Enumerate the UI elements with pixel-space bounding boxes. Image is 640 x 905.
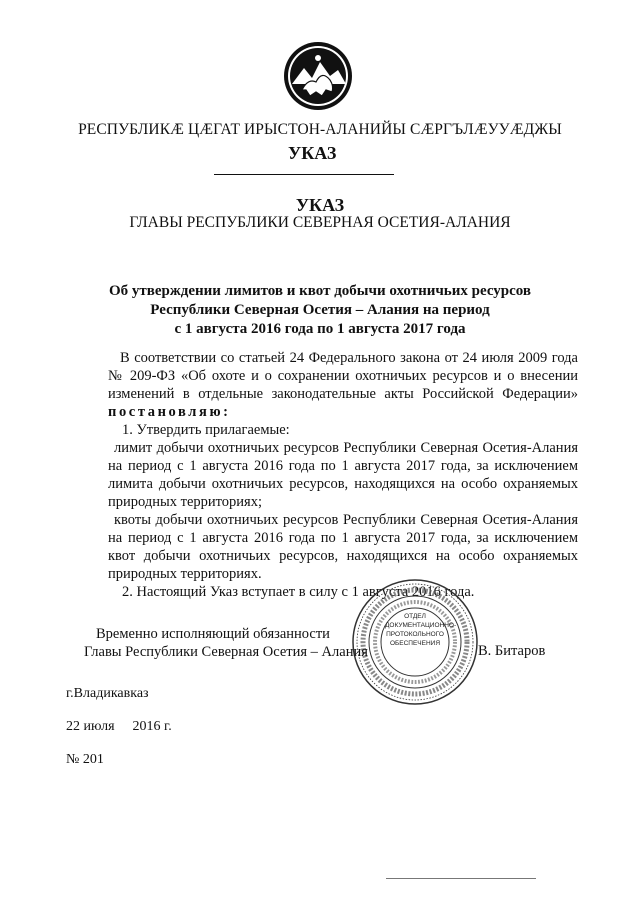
decree-keyword: постановляю: — [108, 404, 231, 420]
stamp-text-line: ОБЕСПЕЧЕНИЯ — [389, 640, 441, 647]
position-line-2: Главы Республики Северная Осетия – Алания — [84, 644, 368, 660]
ukaz-title-russian: УКАЗ — [295, 195, 345, 215]
stamp-text-line: ДОКУМЕНТАЦИОННО- — [385, 622, 457, 629]
decree-body — [108, 349, 578, 601]
paragraph-item-1: 1. Утвердить прилагаемые: — [122, 422, 290, 438]
stamp-text-line: ОТДЕЛ — [404, 613, 426, 620]
city: г.Владикавказ — [66, 686, 149, 701]
header-russian: ГЛАВЫ РЕСПУБЛИКИ СЕВЕРНАЯ ОСЕТИЯ-АЛАНИЯ — [129, 214, 511, 231]
paragraph-quota: квоты добычи охотничьих ресурсов Республики Северная Осетия-Алания на период с 1 августа 2016 года по 1 августа 2017 года, за исключением квот добычи охотничьих ресурсов, находящихся на особо охраняемых природных территориях. — [108, 512, 578, 582]
paragraph-preamble — [108, 349, 578, 421]
paragraph-item-2: 2. Настоящий Указ вступает в силу с 1 августа 2016 года. — [122, 584, 475, 600]
title-line-3: с 1 августа 2016 года по 1 августа 2017 года — [174, 321, 466, 337]
position-line-1: Временно исполняющий обязанности — [96, 626, 330, 642]
paragraph-limit: лимит добычи охотничьих ресурсов Республики Северная Осетия-Алания на период с 1 августа 2016 года по 1 августа 2017 года, за исключением лимита добычи охотничьих ресурсов, находящихся на особо охраняемых природных территориях; — [108, 440, 578, 510]
header-ossetian: РЕСПУБЛИКӔ ЦӔГАТ ИРЫСТОН-АЛАНИЙЫ СӔРГЪЛӔУУӔДЖЫ — [78, 121, 562, 138]
signatory-name: В. Битаров — [478, 643, 546, 659]
title-line-1: Об утверждении лимитов и квот добычи охотничьих ресурсов — [108, 283, 532, 299]
preamble-text: В соответствии со статьей 24 Федерального закона от 24 июля 2009 года № 209-ФЗ «Об охоте и о сохранении охотничьих ресурсов и о внесении изменений в отдельные законодательные акты Российской Федерации» — [108, 350, 578, 402]
date-year: 2016 г. — [132, 719, 172, 734]
ukaz-title-ossetian: УКАЗ — [288, 143, 337, 163]
decree-number: № 201 — [66, 752, 104, 767]
title-line-2: Республики Северная Осетия – Алания на период — [150, 302, 490, 318]
signatory-position — [84, 625, 376, 661]
header-divider — [214, 174, 394, 175]
decree-date — [66, 719, 172, 735]
stamp-text-line: ПРОТОКОЛЬНОГО — [386, 631, 444, 638]
footer-line — [386, 878, 536, 879]
date-day-month: 22 июля — [66, 719, 115, 734]
stamp-center-text — [385, 612, 457, 648]
document-title — [60, 282, 580, 339]
coat-of-arms-emblem — [282, 40, 354, 112]
